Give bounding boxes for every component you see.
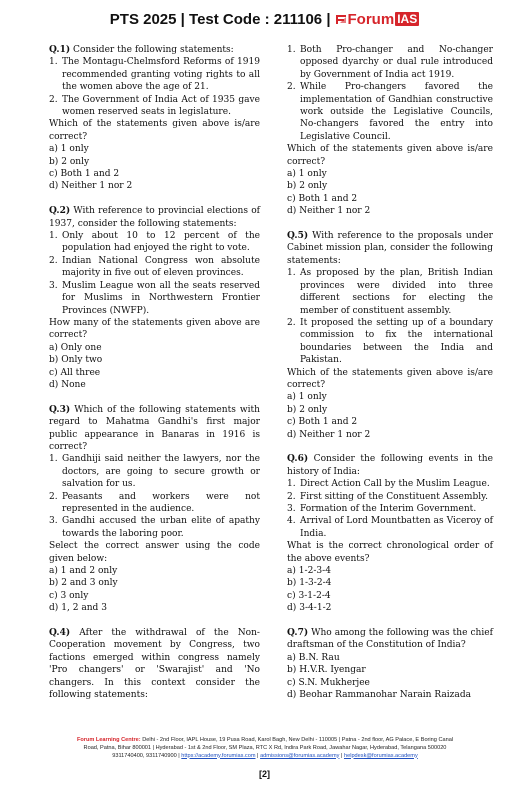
question-stem xyxy=(49,627,260,701)
question-stem xyxy=(49,44,260,56)
left-column xyxy=(49,44,260,714)
footer-phones: 9311740400, 9311740900 | xyxy=(112,752,180,759)
question-number: Q.3) xyxy=(49,404,71,415)
question-stem xyxy=(287,627,493,652)
answer-option: b) 1-3-2-4 xyxy=(287,578,332,589)
statement-number: 3. xyxy=(49,280,58,291)
answer-option: d) 1, 2 and 3 xyxy=(49,603,107,614)
question-number: Q.6) xyxy=(287,454,309,465)
page-header xyxy=(0,8,529,30)
statement-number: 1. xyxy=(287,268,296,279)
statement-item xyxy=(287,267,493,317)
statement-text: Both Pro-changer and No-changer opposed dyarchy or dual rule introduced by Government of India act 1919. xyxy=(300,45,493,80)
question-number: Q.7) xyxy=(287,628,309,639)
forumias-logo xyxy=(335,11,420,28)
answer-option: c) All three xyxy=(49,367,101,378)
question-text: Which of the following statements with regard to Mahatma Gandhi's first major public appearance in Banaras in 1916 is correct? xyxy=(49,404,260,452)
statement-item xyxy=(49,453,260,490)
answer-option: d) 3-4-1-2 xyxy=(287,603,332,614)
question-stem xyxy=(287,230,493,267)
statement-text: It proposed the setting up of a boundary commission to fix the international boundaries between the India and Pakistan. xyxy=(300,317,493,366)
statement-item xyxy=(287,81,493,143)
answer-option: b) Only two xyxy=(49,355,103,366)
statement-item xyxy=(49,56,260,93)
question-1 xyxy=(49,44,260,193)
statement-item xyxy=(287,491,493,503)
academy-link[interactable]: https://academy.forumias.com xyxy=(181,752,256,759)
statement-number: 2. xyxy=(287,82,296,93)
statement-number: 2. xyxy=(49,94,58,105)
answer-option: a) B.N. Rau xyxy=(287,652,340,663)
forumias-logo-icon xyxy=(335,13,347,25)
statement-item xyxy=(49,230,260,255)
answer-option: c) 3-1-2-4 xyxy=(287,590,331,601)
question-stem xyxy=(287,453,493,478)
statement-number: 4. xyxy=(287,516,296,527)
question-text: Consider the following statements: xyxy=(73,45,234,55)
statement-item xyxy=(287,44,493,81)
footer-address-line-1 xyxy=(40,737,490,745)
question-7 xyxy=(287,627,493,701)
answer-option: a) 1 and 2 only xyxy=(49,566,118,577)
statement-text: Only about 10 to 12 percent of the population had enjoyed the right to vote. xyxy=(62,231,260,254)
statement-item xyxy=(287,478,493,490)
question-prompt: Which of the statements given above is/are correct? xyxy=(49,119,260,142)
answer-option: c) 3 only xyxy=(49,590,89,601)
statement-number: 1. xyxy=(49,57,58,68)
right-column xyxy=(287,44,493,714)
question-text: With reference to provincial elections of 1937, consider the following statements: xyxy=(49,206,260,229)
answer-option: a) 1 only xyxy=(287,169,327,180)
statement-text: Gandhi accused the urban elite of apathy towards the laboring poor. xyxy=(62,516,260,539)
answer-option: a) 1 only xyxy=(287,392,327,403)
question-2 xyxy=(49,205,260,391)
statement-text: First sitting of the Constituent Assembly. xyxy=(300,491,488,502)
admissions-email-link[interactable]: admissions@forumias.academy xyxy=(260,752,340,759)
statement-text: The Montagu-Chelmsford Reforms of 1919 recommended granting voting rights to all the women above the age of 21. xyxy=(62,57,260,93)
question-text: Who among the following was the chief draftsman of the Constitution of India? xyxy=(287,628,493,651)
statement-item xyxy=(49,491,260,516)
answer-option: a) Only one xyxy=(49,342,102,353)
question-number: Q.1) xyxy=(49,45,71,55)
answer-option: d) Neither 1 nor 2 xyxy=(287,206,371,217)
statement-text: The Government of India Act of 1935 gave women reserved seats in legislature. xyxy=(62,94,260,118)
statement-text: As proposed by the plan, British Indian provinces were divided into three different sections for electing the member of constituent assembly. xyxy=(300,268,493,316)
statement-text: While Pro-changers favored the implementation of Gandhian constructive work outside the Legislative Councils, No-changers favored the entry into Legislative Council. xyxy=(300,82,493,142)
statement-text: Peasants and workers were not represented in the audience. xyxy=(62,491,260,514)
statement-text: Formation of the Interim Government. xyxy=(300,504,477,514)
statement-number: 1. xyxy=(49,231,58,242)
question-number: Q.2) xyxy=(49,206,71,217)
statement-text: Indian National Congress won absolute majority in five out of eleven provinces. xyxy=(62,255,260,279)
answer-option: a) 1-2-3-4 xyxy=(287,566,331,577)
statement-text: Gandhiji said neither the lawyers, nor the doctors, are going to secure growth or salvation for us. xyxy=(62,454,260,490)
logo-ias-badge: IAS xyxy=(397,12,418,26)
statement-number: 2. xyxy=(287,317,296,328)
test-title: PTS 2025 | Test Code : 211106 | xyxy=(109,10,331,28)
statement-text: Direct Action Call by the Muslim League. xyxy=(300,479,490,490)
page-number: [2] xyxy=(259,769,270,779)
statement-number: 2. xyxy=(49,491,58,502)
question-prompt: Select the correct answer using the code given below: xyxy=(49,541,260,564)
footer-address-line-2: Road, Patna, Bihar 800001 | Hyderabad - 1st & 2nd Floor, SM Plaza, RTC X Rd, Indira Park Road, Jawahar Nagar, Hyderabad, Telangana 500020 xyxy=(83,744,447,751)
question-6 xyxy=(287,453,493,614)
answer-option: c) Both 1 and 2 xyxy=(49,169,120,180)
statement-number: 2. xyxy=(287,491,296,502)
statement-number: 3. xyxy=(49,516,58,527)
answer-option: d) None xyxy=(49,379,86,390)
answer-option: d) Beohar Rammanohar Narain Raizada xyxy=(287,690,471,701)
answer-option: b) H.V.R. Iyengar xyxy=(287,665,366,676)
question-stem xyxy=(49,205,260,230)
statement-item xyxy=(287,317,493,367)
answer-option: d) Neither 1 nor 2 xyxy=(287,429,371,440)
question-stem xyxy=(49,404,260,454)
statement-text: Muslim League won all the seats reserved for Muslims in Northwestern Frontier Provinces (NWFP). xyxy=(62,280,260,316)
question-prompt: Which of the statements given above is/are correct? xyxy=(287,367,493,390)
answer-option: b) 2 only xyxy=(287,181,328,192)
question-text: Consider the following events in the history of India: xyxy=(287,454,493,477)
answer-option: c) Both 1 and 2 xyxy=(287,193,358,204)
statement-item xyxy=(49,255,260,280)
question-5 xyxy=(287,230,493,441)
page-footer xyxy=(40,737,490,760)
answer-option: b) 2 only xyxy=(287,404,328,415)
logo-forum-text: Forum xyxy=(347,10,395,28)
statement-text: Arrival of Lord Mountbatten as Viceroy of India. xyxy=(300,516,493,539)
footer-brand: Forum Learning Centre: xyxy=(76,737,141,743)
statement-number: 2. xyxy=(49,255,58,266)
answer-option: b) 2 and 3 only xyxy=(49,578,118,589)
question-prompt: Which of the statements given above is/are correct? xyxy=(287,144,493,167)
statement-item xyxy=(49,280,260,317)
question-3 xyxy=(49,404,260,615)
answer-option: c) Both 1 and 2 xyxy=(287,417,358,428)
question-4-continued xyxy=(287,44,493,218)
statement-number: 1. xyxy=(49,454,58,465)
question-number: Q.4) xyxy=(49,628,71,639)
statement-number: 3. xyxy=(287,504,296,514)
question-prompt: What is the correct chronological order of the above events? xyxy=(287,541,493,564)
answer-option: c) S.N. Mukherjee xyxy=(287,677,370,688)
statement-item xyxy=(287,503,493,515)
statement-number: 1. xyxy=(287,479,296,490)
question-number: Q.5) xyxy=(287,231,309,242)
footer-contact-line: 9311740400, 9311740900 | https://academy.forumias.com | admissions@forumias.academy | helpdesk@forumias.academy xyxy=(112,752,418,759)
statement-item xyxy=(287,515,493,540)
answer-option: b) 2 only xyxy=(49,156,90,167)
statement-item xyxy=(49,94,260,119)
statement-number: 1. xyxy=(287,45,296,55)
question-prompt: How many of the statements given above are correct? xyxy=(49,317,260,341)
helpdesk-email-link[interactable]: helpdesk@forumias.academy xyxy=(343,752,418,759)
answer-option: d) Neither 1 nor 2 xyxy=(49,181,133,192)
question-text: After the withdrawal of the Non-Cooperation movement by Congress, two factions emerged within congress namely 'Pro changers' or 'Swarajist' and 'No changers. In this context consider the following statements: xyxy=(49,628,260,701)
answer-option: a) 1 only xyxy=(49,144,89,155)
footer-address-text: Delhi - 2nd Floor, IAPL House, 19 Pusa Road, Karol Bagh, New Delhi - 110005 | Patna - 2nd floor, AG Palace, E Boring Canal xyxy=(142,737,454,743)
question-text: With reference to the proposals under Cabinet mission plan, consider the following statements: xyxy=(287,231,493,266)
statement-item xyxy=(49,515,260,540)
question-4 xyxy=(49,627,260,701)
